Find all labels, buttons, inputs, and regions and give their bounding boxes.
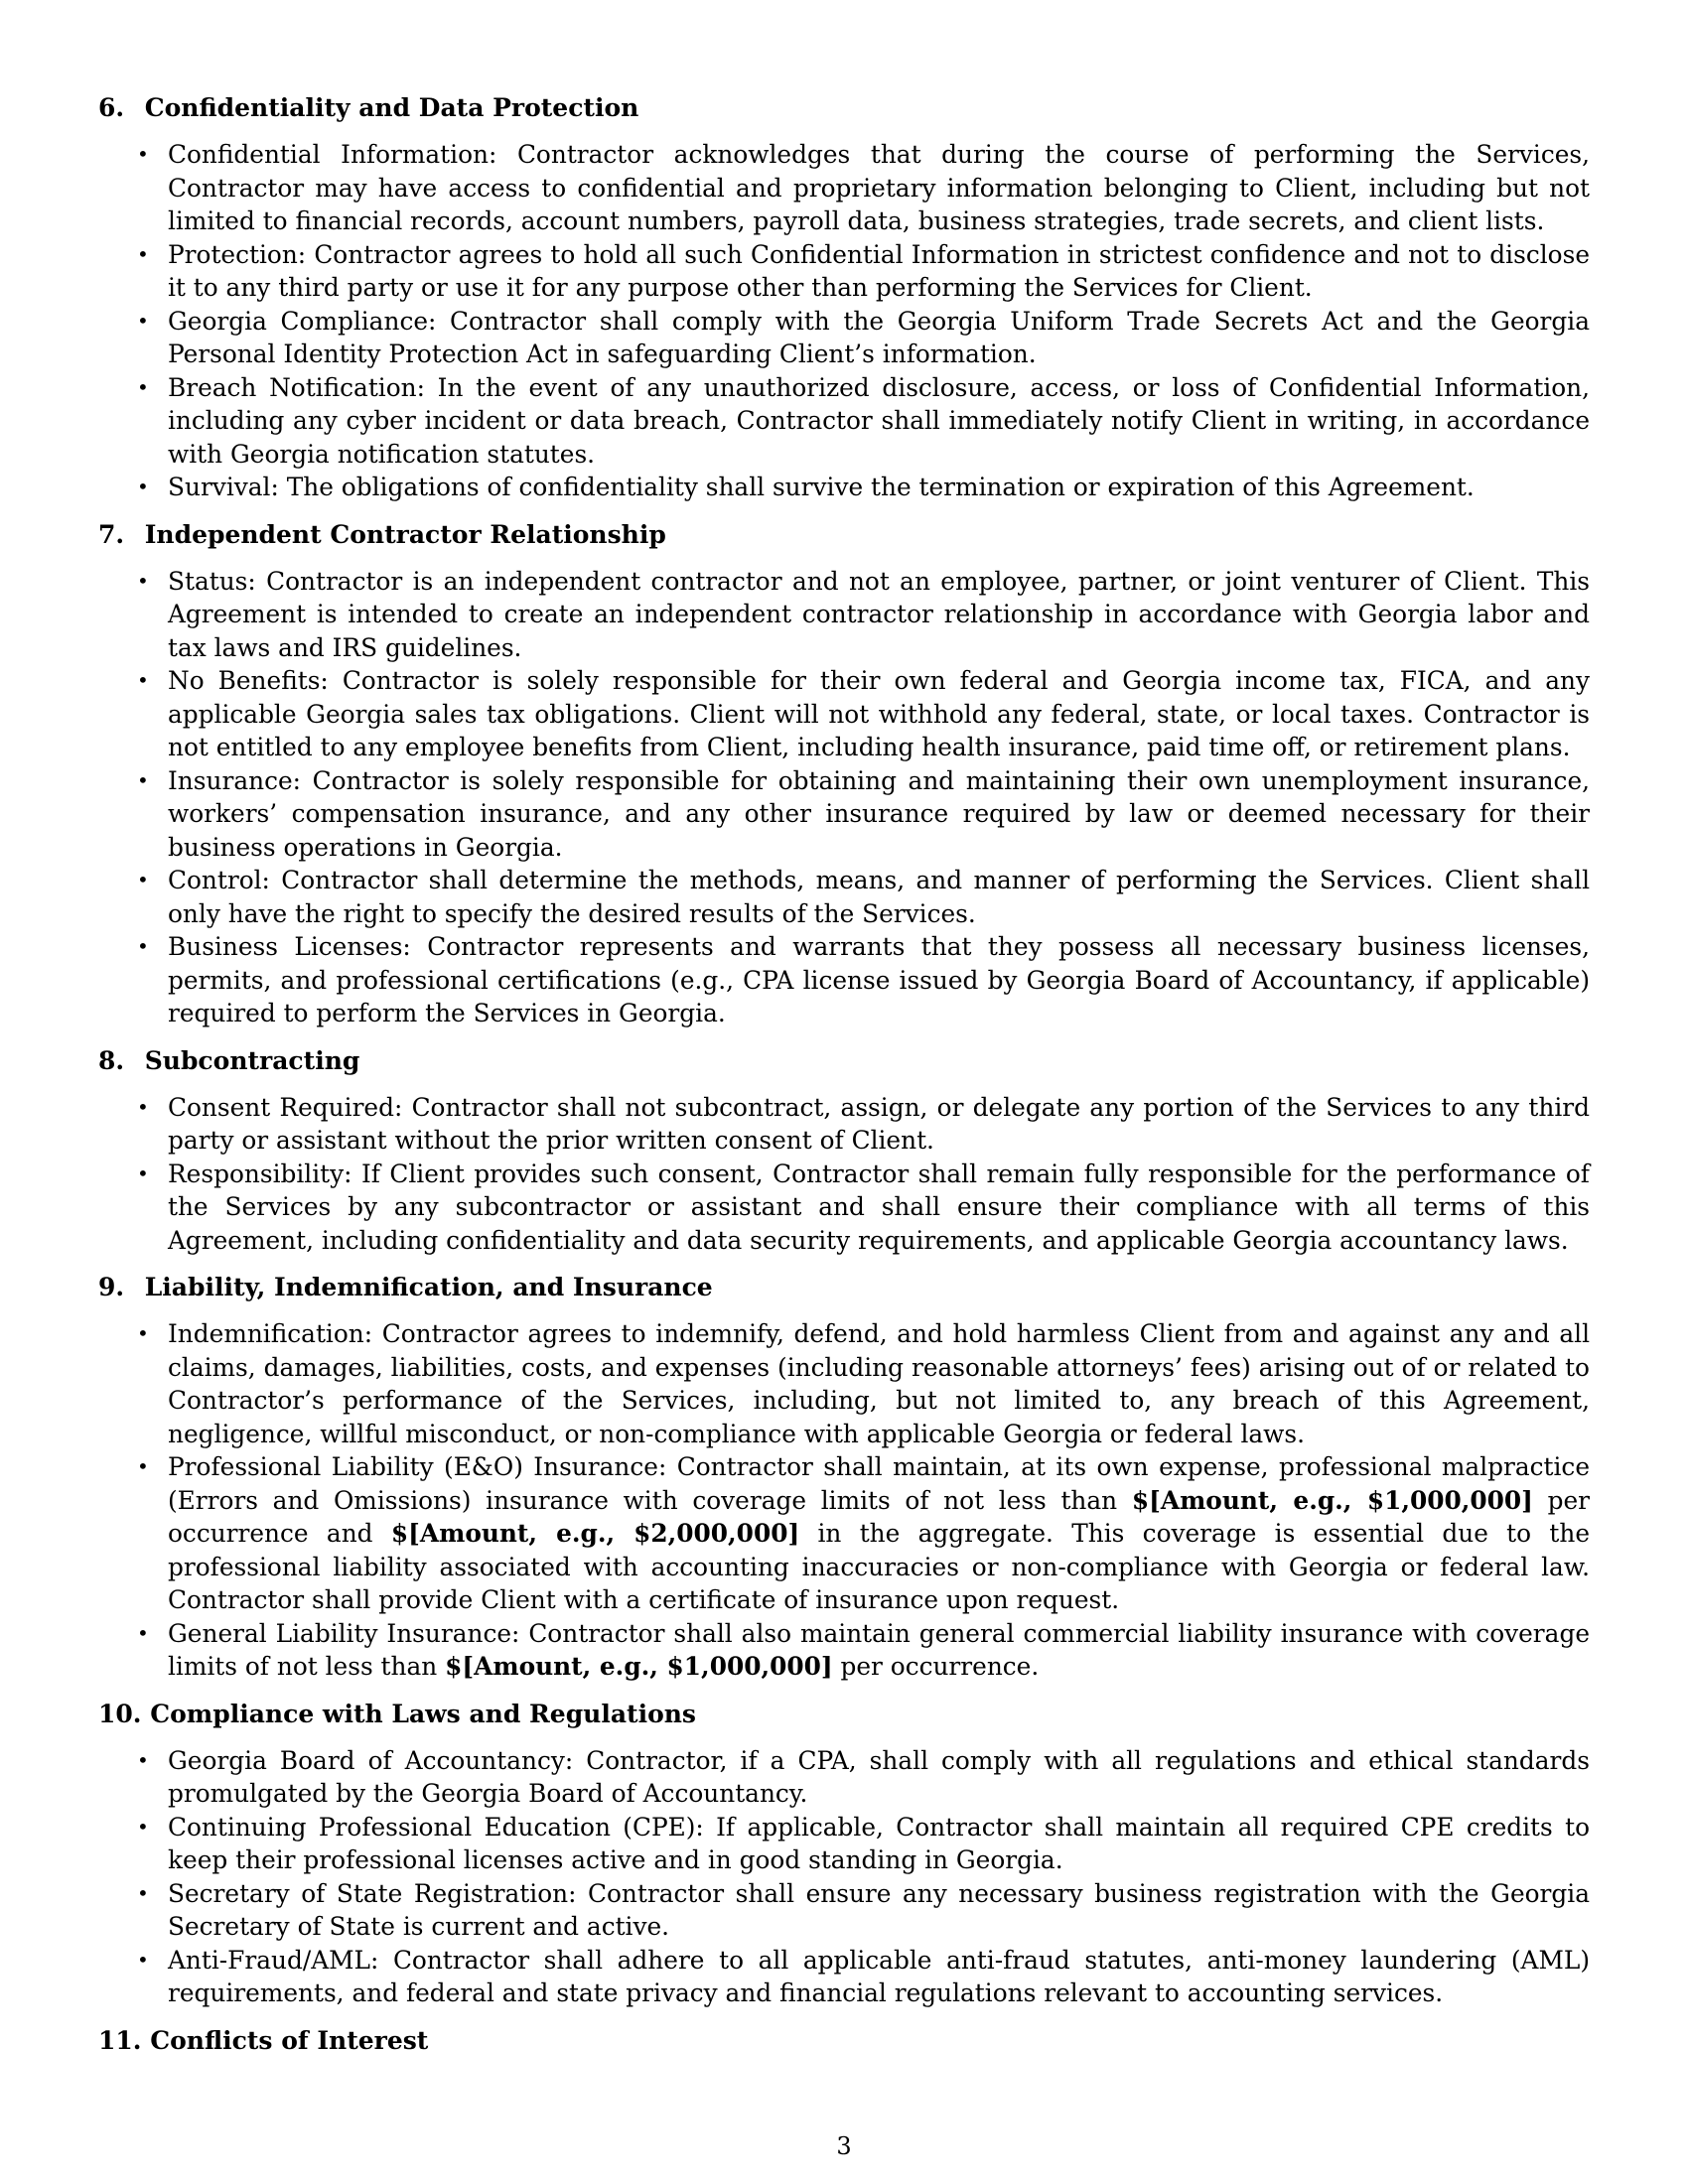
bullet-icon: • bbox=[137, 668, 149, 692]
list-item: • Breach Notification: In the event of any unauthorized disclosure, access, or loss of Confidential Information, including any cyber incident or data breach, Contractor shall immediately notify Client in writing, in accordance with Georgia notification statutes. bbox=[137, 372, 1590, 469]
section-6 bbox=[98, 91, 1590, 504]
list-item: • Georgia Compliance: Contractor shall comply with the Georgia Uniform Trade Secrets Act and the Georgia Personal Identity Protection Act in safeguarding Client’s information. bbox=[137, 306, 1590, 368]
list-item: • Survival: The obligations of confidentiality shall survive the termination or expiration of this Agreement. bbox=[98, 471, 1590, 504]
section-title: Conflicts of Interest bbox=[150, 2025, 429, 2055]
list-item: • Georgia Board of Accountancy: Contractor, if a CPA, shall comply with all regulations and ethical standards promulgated by the Georgia Board of Accountancy. bbox=[137, 1745, 1590, 1808]
list-item: • Protection: Contractor agrees to hold all such Confidential Information in strictest confidence and not to disclose it to any third party or use it for any purpose other than performing the Services for Client. bbox=[137, 239, 1590, 302]
list-item: • Secretary of State Registration: Contractor shall ensure any necessary business registration with the Georgia Secretary of State is current and active. bbox=[137, 1878, 1590, 1941]
section-9 bbox=[98, 1271, 1590, 1684]
section-heading bbox=[98, 91, 1590, 124]
section-10 bbox=[98, 1698, 1590, 2010]
section-heading bbox=[98, 1698, 1590, 1730]
document-page bbox=[98, 91, 1590, 2071]
list-item: • General Liability Insurance: Contractor shall also maintain general commercial liability insurance with coverage limits of not less than $[Amount, e.g., $1,000,000] per occurrence. bbox=[137, 1618, 1590, 1681]
bullet-icon: • bbox=[137, 934, 149, 958]
list-item: • Professional Liability (E&O) Insurance: Contractor shall maintain, at its own expense, professional malpractice (Errors and Omissions) insurance with coverage limits of not less than $[Amount, e.g., $1,000,000] per occurrence and $[Amount, e.g., $2,000,000] in the aggregate. This coverage is essential due to the professional liability associated with accounting inaccuracies or non-compliance with Georgia or federal law. Contractor shall provide Client with a certificate of insurance upon request. bbox=[137, 1452, 1590, 1614]
bullet-icon: • bbox=[137, 374, 149, 399]
bullet-icon: • bbox=[137, 1094, 149, 1119]
list-item: • Indemnification: Contractor agrees to indemnify, defend, and hold harmless Client from and against any and all claims, damages, liabilities, costs, and expenses (including reasonable attorneys’ fees) arising out of or related to Contractor’s performance of the Services, including, but not limited to, any breach of this Agreement, negligence, willful misconduct, or non-compliance with applicable Georgia or federal laws. bbox=[137, 1319, 1590, 1448]
bullet-icon: • bbox=[137, 1454, 149, 1478]
bullet-icon: • bbox=[137, 142, 149, 166]
list-item: • Confidential Information: Contractor acknowledges that during the course of performing the Services, Contractor may have access to confidential and proprietary information belonging to Client, including but not limited to financial records, account numbers, payroll data, business strategies, trade secrets, and client lists. bbox=[137, 140, 1590, 235]
amount-placeholder: $[Amount, e.g., $1,000,000] bbox=[1131, 1485, 1533, 1515]
section-title: Independent Contractor Relationship bbox=[144, 519, 666, 549]
list-item: • Control: Contractor shall determine the methods, means, and manner of performing the Services. Client shall only have the right to specify the desired results of the Services. bbox=[137, 866, 1590, 928]
bullet-icon: • bbox=[137, 475, 149, 498]
section-number: 9. bbox=[98, 1273, 125, 1301]
section-heading bbox=[98, 518, 1590, 551]
bullet-icon: • bbox=[137, 1747, 149, 1772]
list-item: • Insurance: Contractor is solely responsible for obtaining and maintaining their own unemployment insurance, workers’ compensation insurance, and any other insurance required by law or deemed necessary for their business operations in Georgia. bbox=[137, 765, 1590, 862]
section-list bbox=[98, 138, 1590, 504]
section-list bbox=[98, 1091, 1590, 1258]
section-title: Subcontracting bbox=[144, 1045, 360, 1075]
list-item: • Business Licenses: Contractor represents and warrants that they possess all necessary business licenses, permits, and professional certifications (e.g., CPA license issued by Georgia Board of Accountancy, if applicable) required to perform the Services in Georgia. bbox=[137, 932, 1590, 1027]
section-number: 7. bbox=[98, 519, 125, 549]
bullet-icon: • bbox=[137, 1880, 149, 1905]
section-title: Compliance with Laws and Regulations bbox=[150, 1699, 697, 1728]
bullet-icon: • bbox=[137, 568, 149, 593]
section-heading bbox=[98, 2024, 1590, 2057]
section-heading bbox=[98, 1044, 1590, 1077]
list-item: • Anti-Fraud/AML: Contractor shall adhere to all applicable anti-fraud statutes, anti-money laundering (AML) requirements, and federal and state privacy and financial regulations relevant to accounting services. bbox=[137, 1945, 1590, 2007]
section-title: Liability, Indemnification, and Insurance bbox=[144, 1273, 713, 1301]
amount-placeholder: $[Amount, e.g., $1,000,000] bbox=[445, 1652, 833, 1681]
section-number: 11. bbox=[98, 2025, 142, 2055]
bullet-icon: • bbox=[137, 1321, 149, 1345]
section-number: 6. bbox=[98, 93, 125, 122]
section-8 bbox=[98, 1044, 1590, 1258]
bullet-icon: • bbox=[137, 868, 149, 891]
bullet-icon: • bbox=[137, 308, 149, 333]
list-item: • No Benefits: Contractor is solely responsible for their own federal and Georgia income tax, FICA, and any applicable Georgia sales tax obligations. Client will not withhold any federal, state, or local taxes. Contractor is not entitled to any employee benefits from Client, including health insurance, paid time off, or retirement plans. bbox=[137, 666, 1590, 761]
section-11 bbox=[98, 2024, 1590, 2057]
section-number: 10. bbox=[98, 1699, 142, 1728]
bullet-icon: • bbox=[137, 241, 149, 266]
section-heading bbox=[98, 1271, 1590, 1303]
bullet-icon: • bbox=[137, 1620, 149, 1645]
section-number: 8. bbox=[98, 1045, 125, 1075]
bullet-icon: • bbox=[137, 1947, 149, 1972]
list-item: • Continuing Professional Education (CPE): If applicable, Contractor shall maintain all required CPE credits to keep their professional licenses active and in good standing in Georgia. bbox=[137, 1812, 1590, 1874]
amount-placeholder: $[Amount, e.g., $2,000,000] bbox=[390, 1519, 800, 1548]
list-item: • Status: Contractor is an independent contractor and not an employee, partner, or joint venturer of Client. This Agreement is intended to create an independent contractor relationship in accordance with Georgia labor and tax laws and IRS guidelines. bbox=[137, 566, 1590, 662]
section-list bbox=[98, 1317, 1590, 1684]
bullet-icon: • bbox=[137, 767, 149, 792]
bullet-icon: • bbox=[137, 1814, 149, 1839]
section-list bbox=[98, 1744, 1590, 2010]
bullet-icon: • bbox=[137, 1160, 149, 1185]
section-list bbox=[98, 565, 1590, 1030]
section-title: Confidentiality and Data Protection bbox=[144, 93, 639, 122]
section-7 bbox=[98, 518, 1590, 1030]
list-item: • Responsibility: If Client provides such consent, Contractor shall remain fully responsible for the performance of the Services by any subcontractor or assistant and shall ensure their compliance with all terms of this Agreement, including confidentiality and data security requirements, and applicable Georgia accountancy laws. bbox=[137, 1159, 1590, 1255]
page-number: 3 bbox=[836, 2132, 852, 2160]
list-item: • Consent Required: Contractor shall not subcontract, assign, or delegate any portion of the Services to any third party or assistant without the prior written consent of Client. bbox=[137, 1092, 1590, 1155]
